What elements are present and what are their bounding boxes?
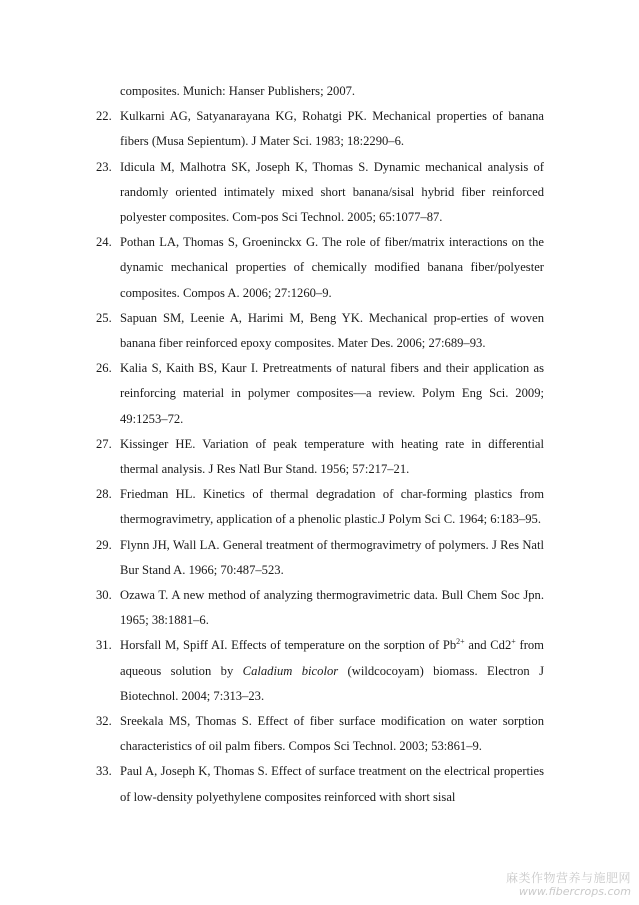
reference-number: 27. [96, 436, 112, 451]
watermark-chinese: 麻类作物营养与施肥网 [505, 871, 631, 885]
reference-item [96, 432, 544, 482]
reference-item [96, 482, 544, 532]
reference-text: Sapuan SM, Leenie A, Harimi M, Beng YK. Mechanical prop-erties of woven banana fiber reinforced epoxy composites. Mater Des. 2006; 27:689–93. [120, 310, 544, 351]
reference-items [96, 709, 544, 810]
reference-item [96, 583, 544, 633]
reference-item-31 [96, 633, 544, 709]
reference-item [96, 306, 544, 356]
superscript-charge: + [511, 637, 516, 647]
reference-item [96, 533, 544, 583]
reference-text: Horsfall M, Spiff AI. Effects of temperature on the sorption of $Pb^{2+}$ and Cd2+ from aqueous solution by Caladium bicolor (wildcocoyam) biomass. Electron J Biotechnol. 2004; 7:313–23. [120, 637, 544, 703]
reference-number: 24. [96, 235, 112, 250]
reference-number: 33. [96, 764, 112, 779]
reference-list [96, 79, 544, 810]
reference-text: Pothan LA, Thomas S, Groeninckx G. The role of fiber/matrix interactions on the dynamic mechanical properties of chemically modified banana fiber/polyester composites. Compos A. 2006; 27:1260–9. [120, 235, 544, 300]
reference-text: Kalia S, Kaith BS, Kaur I. Pretreatments of natural fibers and their application as reinforcing material in polymer composites—a review. Polym Eng Sci. 2009; 49:1253–72. [120, 361, 544, 426]
reference-number: 23. [96, 159, 112, 174]
reference-number: 29. [96, 537, 112, 552]
reference-number: 25. [96, 310, 112, 325]
reference-number: 31. [96, 638, 112, 653]
reference-continuation [96, 79, 544, 104]
reference-number: 30. [96, 588, 112, 603]
reference-text: Kulkarni AG, Satyanarayana KG, Rohatgi PK. Mechanical properties of banana fibers (Musa Sepientum). J Mater Sci. 1983; 18:2290–6. [120, 109, 544, 149]
reference-item [96, 709, 544, 759]
reference-text: Friedman HL. Kinetics of thermal degradation of char-forming plastics from thermogravimetry, application of a phenolic plastic.J Polym Sci C. 1964; 6:183–95. [120, 487, 544, 527]
reference-number: 28. [96, 487, 112, 502]
reference-text: Ozawa T. A new method of analyzing thermogravimetric data. Bull Chem Soc Jpn. 1965; 38:1881–6. [120, 588, 544, 628]
reference-text: Idicula M, Malhotra SK, Joseph K, Thomas S. Dynamic mechanical analysis of randomly oriented intimately mixed short banana/sisal hybrid fiber reinforced polyester composites. Com-pos Sci Technol. 2005; 65:1077–87. [120, 159, 544, 225]
reference-text: composites. Munich: Hanser Publishers; 2007. [120, 84, 356, 98]
reference-text: Flynn JH, Wall LA. General treatment of thermogravimetry of polymers. J Res Natl Bur Stand A. 1966; 70:487–523. [120, 537, 544, 577]
reference-item [96, 356, 544, 432]
reference-number: 32. [96, 714, 112, 729]
watermark-url: www.fibercrops.com [518, 885, 631, 898]
reference-item [96, 155, 544, 231]
reference-text: Paul A, Joseph K, Thomas S. Effect of surface treatment on the electrical properties of low-density polyethylene composites reinforced with short sisal [120, 764, 544, 804]
reference-item [96, 104, 544, 154]
reference-number: 26. [96, 361, 112, 376]
reference-item [96, 759, 544, 809]
superscript-charge: 2+ [456, 637, 465, 647]
reference-item [96, 230, 544, 306]
species-name: Caladium bicolor [242, 663, 339, 678]
site-watermark [506, 871, 631, 899]
reference-text: Sreekala MS, Thomas S. Effect of fiber surface modification on water sorption characteristics of oil palm fibers. Compos Sci Technol. 2003; 53:861–9. [120, 714, 544, 754]
reference-text: Kissinger HE. Variation of peak temperature with heating rate in differential thermal analysis. J Res Natl Bur Stand. 1956; 57:217–21. [120, 436, 544, 477]
reference-number: 22. [96, 109, 112, 124]
reference-items [96, 104, 544, 633]
